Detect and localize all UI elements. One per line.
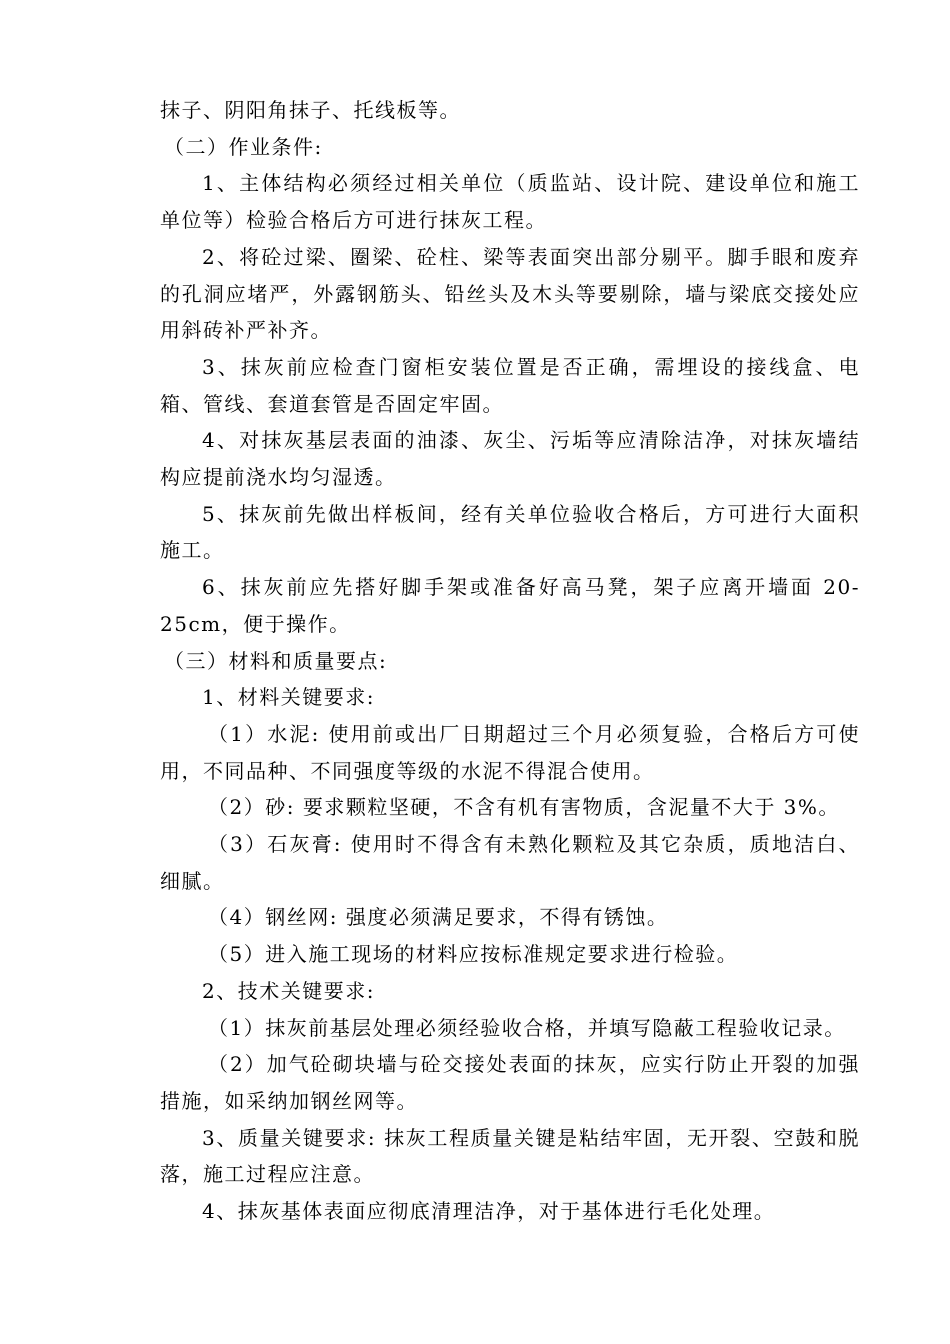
section-heading: （三）材料和质量要点: xyxy=(164,648,388,673)
paragraph: 4、对抹灰基层表面的油漆、灰尘、污垢等应清除洁净，对抹灰墙结构应提前浇水均匀湿透。 xyxy=(160,428,860,490)
subsection-heading: 2、技术关键要求: xyxy=(202,978,375,1003)
subsection-heading: 1、材料关键要求: xyxy=(202,685,375,710)
paragraph: 3、抹灰前应检查门窗柜安装位置是否正确，需埋设的接线盒、电箱、管线、套道套管是否固定牢固。 xyxy=(160,354,860,416)
list-item: （2）砂: 要求颗粒坚硬，不含有机有害物质，含泥量不大于 3%。 xyxy=(208,795,840,820)
document-body xyxy=(160,92,860,1230)
list-item: （2）加气砼砌块墙与砼交接处表面的抹灰，应实行防止开裂的加强措施，如采纳加钢丝网等。 xyxy=(160,1052,860,1113)
paragraph: 抹子、阴阳角抹子、托线板等。 xyxy=(160,98,461,122)
list-item: （1）抹灰前基层处理必须经验收合格，并填写隐蔽工程验收记录。 xyxy=(208,1015,846,1040)
paragraph: 1、主体结构必须经过相关单位（质监站、设计院、建设单位和施工单位等）检验合格后方可进行抹灰工程。 xyxy=(160,171,860,233)
list-item: （4）钢丝网: 强度必须满足要求，不得有锈蚀。 xyxy=(208,905,669,930)
list-item: （5）进入施工现场的材料应按标准规定要求进行检验。 xyxy=(208,942,739,967)
list-item: （1）水泥: 使用前或出厂日期超过三个月必须复验，合格后方可使用，不同品种、不同强度等级的水泥不得混合使用。 xyxy=(160,721,860,783)
paragraph: 5、抹灰前先做出样板间，经有关单位验收合格后，方可进行大面积施工。 xyxy=(160,501,860,563)
paragraph: 3、质量关键要求: 抹灰工程质量关键是粘结牢固，无开裂、空鼓和脱落，施工过程应注意。 xyxy=(160,1125,860,1187)
section-heading: （二）作业条件: xyxy=(164,134,323,159)
paragraph: 2、将砼过梁、圈梁、砼柱、梁等表面突出部分剔平。脚手眼和废弃的孔洞应堵严，外露钢筋头、铅丝头及木头等要剔除，墙与梁底交接处应用斜砖补严补齐。 xyxy=(160,244,860,343)
paragraph: 6、抹灰前应先搭好脚手架或准备好高马凳，架子应离开墙面 20-25cm，便于操作。 xyxy=(160,575,860,636)
paragraph: 4、抹灰基体表面应彻底清理洁净，对于基体进行毛化处理。 xyxy=(202,1199,776,1224)
list-item: （3）石灰膏: 使用时不得含有未熟化颗粒及其它杂质，质地洁白、细腻。 xyxy=(160,832,860,893)
